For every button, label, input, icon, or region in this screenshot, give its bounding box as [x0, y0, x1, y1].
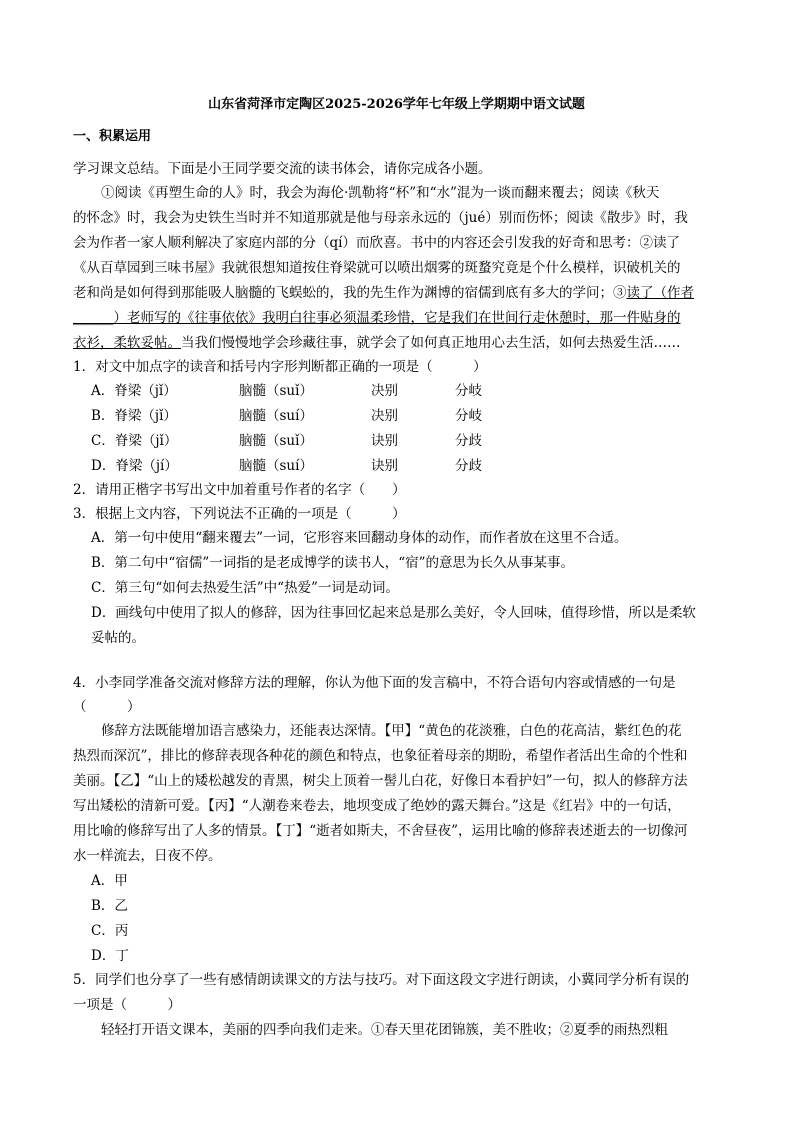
underlined-sentence: 读了（作者: [626, 285, 694, 301]
question-1-stem: 1．对文中加点字的读音和括号内字形判断都正确的一项是（ ）: [73, 359, 487, 375]
question-3-option-d-cont: 妥帖的。: [91, 630, 145, 646]
option-cell: B．脊梁（jǐ）: [91, 408, 177, 424]
question-1-option-d: [91, 457, 482, 475]
passage-line: 《从百草园到三味书屋》我就很想知道按住脊梁就可以喷出烟雾的斑蝥究竟是个什么模样，识破机关的: [73, 260, 681, 276]
passage-text: 老和尚是如何得到那能吸人脑髓的飞蜈蚣的，我的先生作为渊博的宿儒到底有多大的学问；③: [73, 285, 627, 301]
passage-line: 会为作者一家人顺利解决了家庭内部的分（qí）而欣喜。书中的内容还会引发我的好奇和思考：②读了: [73, 235, 680, 251]
option-cell: D．脊梁（jí）: [91, 458, 178, 474]
underlined-sentence: ______）老师写的《往事依依》我明白往事必须温柔珍惜，它是我们在世间行走休憩时，那一件贴身的: [73, 310, 681, 326]
question-4-passage: 写出矮松的清新可爱。【丙】“人潮卷来卷去，地坝变成了绝妙的露天舞台。”这是《红岩》中的一句话，: [73, 798, 681, 814]
question-4-passage: 美丽。【乙】“山上的矮松越发的青黑，树尖上顶着一髻儿白花，好像日本看护妇”一句，拟人的修辞方法: [73, 773, 688, 789]
question-4-passage: 用比喻的修辞写出了人多的情景。【丁】“逝者如斯夫，不舍昼夜”，运用比喻的修辞表述逝去的一切像河: [73, 823, 688, 839]
question-5-stem: 5．同学们也分享了一些有感情朗读课文的方法与技巧。对下面这段文字进行朗读，小冀同学分析有误的: [73, 972, 690, 988]
option-cell: 诀别: [371, 433, 398, 449]
option-cell: 分歧: [455, 458, 482, 474]
question-4-stem-cont: （ ）: [73, 699, 141, 715]
question-1-option-b: [91, 407, 482, 425]
question-5-passage: 轻轻打开语文课本，美丽的四季向我们走来。①春天里花团锦簇，美不胜收；②夏季的雨热烈粗: [101, 1022, 668, 1038]
question-3-option-c: C．第三句“如何去热爱生活”中“热爱”一词是动词。: [91, 580, 399, 596]
underlined-sentence: 衣衫，柔软妥帖。: [73, 335, 181, 351]
option-cell: 分岐: [455, 383, 482, 399]
question-4-passage: 热烈而深沉”，排比的修辞表现各种花的颜色和特点，也象征着母亲的期盼，希望作者活出生命的个性和: [73, 748, 688, 764]
question-3-option-d: D．画线句中使用了拟人的修辞，因为往事回忆起来总是那么美好，令人回味，值得珍惜，所以是柔软: [91, 605, 696, 621]
option-cell: 脑髓（suǐ）: [239, 383, 313, 399]
passage-line: 的怀念》时，我会为史铁生当时并不知道那就是他与母亲永远的（jué）别而伤怀；阅读《散步》时，我: [73, 210, 688, 226]
option-cell: 决别: [371, 408, 398, 424]
option-cell: 决别: [371, 383, 398, 399]
question-3-stem: 3．根据上文内容，下列说法不正确的一项是（ ）: [73, 506, 406, 522]
question-4-passage: 修辞方法既能增加语言感染力，还能表达深情。【甲】“黄色的花淡雅，白色的花高洁，紫红色的花: [101, 723, 682, 739]
question-4-stem: 4．小李同学准备交流对修辞方法的理解，你认为他下面的发言稿中，不符合语句内容或情感的一句是: [73, 675, 676, 691]
question-3-option-b: B．第二句中“宿儒”一词指的是老成博学的读书人，“宿”的意思为长久从事某事。: [91, 555, 575, 571]
option-cell: 脑髓（suǐ）: [239, 433, 313, 449]
option-cell: 分岐: [455, 408, 482, 424]
option-cell: 脑髓（suí）: [239, 458, 313, 474]
intro-text: 学习课文总结。下面是小王同学要交流的读书体会，请你完成各小题。: [73, 161, 492, 177]
question-4-passage: 水一样流去，日夜不停。: [73, 848, 222, 864]
question-3-option-a: A．第一句中使用“翻来覆去”一词，它形容来回翻动身体的动作，而作者放在这里不合适。: [91, 530, 628, 546]
option-cell: 脑髓（suí）: [239, 408, 313, 424]
option-cell: 诀别: [371, 458, 398, 474]
question-4-option-c: C．丙: [91, 923, 129, 939]
option-cell: A．脊梁（jǐ）: [91, 383, 177, 399]
passage-line: [73, 284, 694, 302]
page-title: 山东省菏泽市定陶区2025-2026学年七年级上学期期中语文试题: [208, 97, 585, 112]
passage-line: [73, 334, 681, 352]
option-cell: C．脊梁（jǐ）: [91, 433, 178, 449]
question-1-option-a: [91, 382, 482, 400]
passage-line: ①阅读《再塑生命的人》时，我会为海伦·凯勒将“杯”和“水”混为一谈而翻来覆去；阅读《秋天: [101, 185, 660, 201]
question-5-stem-cont: 一项是（ ）: [73, 997, 181, 1013]
passage-text: 当我们慢慢地学会珍藏往事，就学会了如何真正地用心去生活，如何去热爱生活……: [181, 335, 681, 351]
question-4-option-a: A．甲: [91, 873, 128, 889]
question-4-option-b: B．乙: [91, 898, 128, 914]
question-2-stem: 2．请用正楷字书写出文中加着重号作者的名字（ ）: [73, 482, 406, 498]
question-1-option-c: [91, 432, 482, 450]
option-cell: 分歧: [455, 433, 482, 449]
question-4-option-d: D．丁: [91, 948, 129, 964]
section-heading: 一、积累运用: [73, 129, 152, 144]
